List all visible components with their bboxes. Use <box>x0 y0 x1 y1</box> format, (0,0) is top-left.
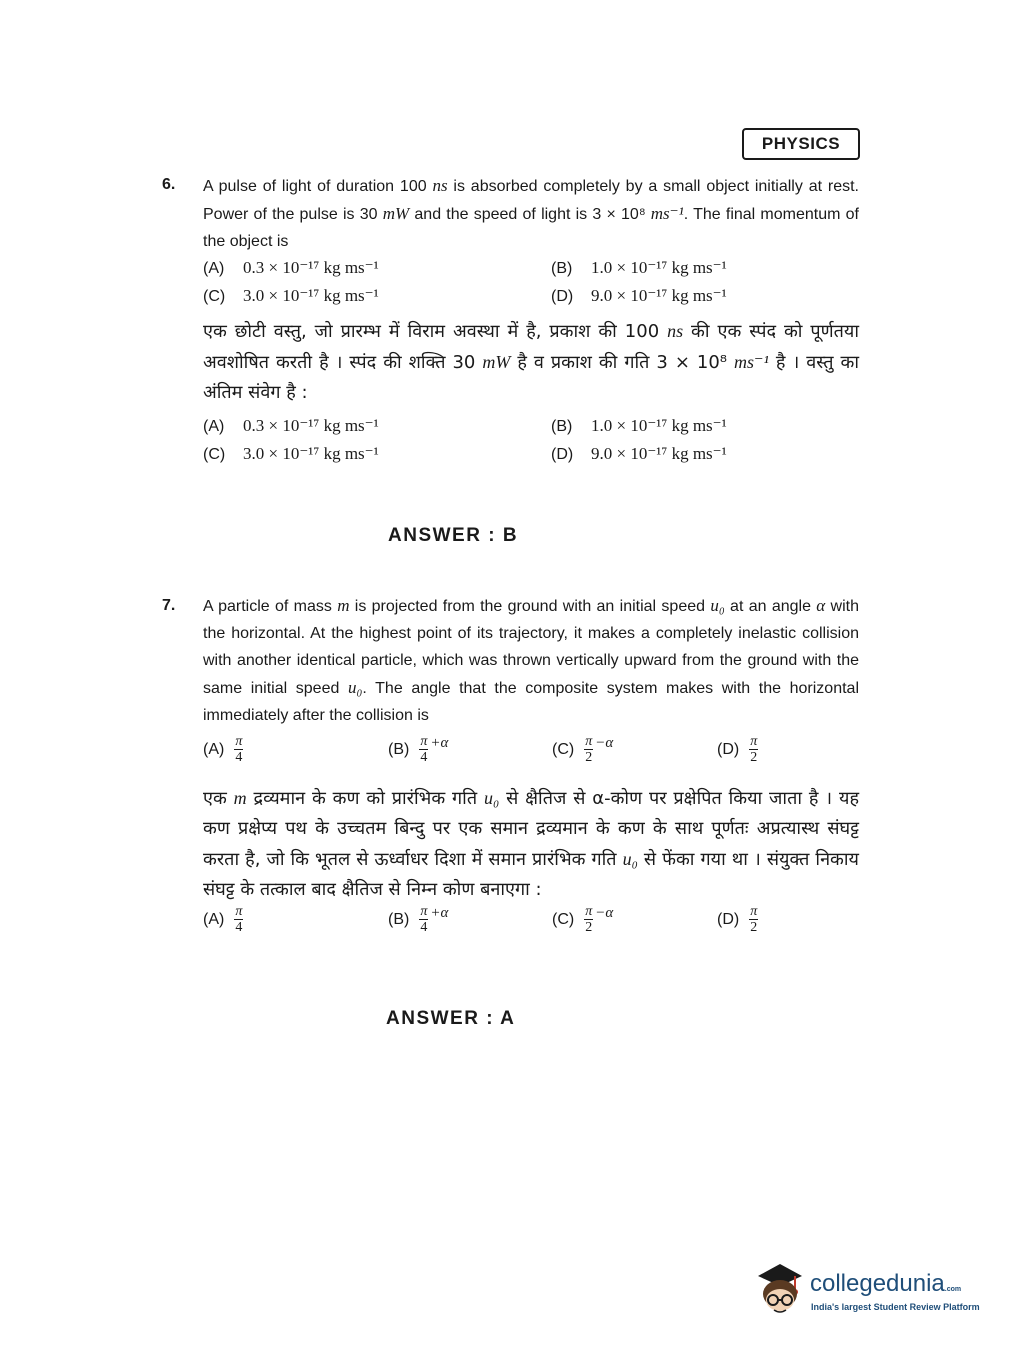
q7-hindi-option-c: (C) $\frac{\pi}{2}$ −α <box>552 904 614 935</box>
logo-tagline: India's largest Student Review Platform <box>811 1302 980 1312</box>
question-6-english: A pulse of light of duration 100 ns is absorbed completely by a small object initially at rest. Power of the pulse is 30 mW and the speed of light is 3 × 10⁸ ms⁻¹. The final momentum of the object is <box>203 176 859 250</box>
q7-option-d: (D) $\frac{\pi}{2}$ <box>717 734 758 765</box>
q6-answer: ANSWER : B <box>388 525 519 546</box>
q7-option-b: (B) $\frac{\pi}{4}$ +α <box>388 734 449 765</box>
question-7-number: 7. <box>162 597 176 614</box>
q6-hindi-option-a: (A) 0.3 × 10⁻¹⁷ kg ms⁻¹ <box>203 416 379 435</box>
q7-hindi-option-a: (A) $\frac{\pi}{4}$ <box>203 904 243 935</box>
q6-option-c: (C) 3.0 × 10⁻¹⁷ kg ms⁻¹ <box>203 286 379 305</box>
logo-suffix: .com <box>944 1286 962 1293</box>
q7-hindi-option-d: (D) $\frac{\pi}{2}$ <box>717 904 758 935</box>
logo-brand: collegedunia <box>810 1270 945 1297</box>
q6-option-b: (B) 1.0 × 10⁻¹⁷ kg ms⁻¹ <box>551 258 727 277</box>
subject-label: PHYSICS <box>761 134 841 153</box>
q6-hindi-option-d: (D) 9.0 × 10⁻¹⁷ kg ms⁻¹ <box>551 444 727 463</box>
q6-hindi-option-b: (B) 1.0 × 10⁻¹⁷ kg ms⁻¹ <box>551 416 727 435</box>
q7-option-c: (C) $\frac{\pi}{2}$ −α <box>552 734 614 765</box>
q6-option-a: (A) 0.3 × 10⁻¹⁷ kg ms⁻¹ <box>203 258 379 277</box>
collegedunia-logo <box>752 1256 982 1326</box>
question-7-english: A particle of mass m is projected from the ground with an initial speed u₀ at an angle α with the horizontal. At the highest point of its trajectory, it makes a completely inelastic collision with another identical particle, which was thrown vertically upward from the ground with the same initial speed u₀. The angle that the composite system makes with the horizontal immediately after the collision is <box>203 596 860 724</box>
q7-hindi-option-b: (B) $\frac{\pi}{4}$ +α <box>388 904 449 935</box>
q6-option-d: (D) 9.0 × 10⁻¹⁷ kg ms⁻¹ <box>551 286 727 305</box>
question-6-number: 6. <box>162 176 176 193</box>
subject-header <box>742 128 860 160</box>
q7-answer: ANSWER : A <box>386 1008 516 1029</box>
q6-hindi-option-c: (C) 3.0 × 10⁻¹⁷ kg ms⁻¹ <box>203 444 379 463</box>
question-7-hindi: एक m द्रव्यमान के कण को प्रारंभिक गति u₀ से क्षैतिज से α-कोण पर प्रक्षेपित किया जाता है । यह कण प्रक्षेप्य पथ के उच्चतम बिन्दु पर एक समान द्रव्यमान के कण के साथ पूर्णतः अप्रत्यास्थ संघट्ट करता है, जो कि भूतल से ऊर्ध्वाधर दिशा में समान प्रारंभिक गति u₀ से फेंका गया था । संयुक्त निकाय संघट्ट के तत्काल बाद क्षैतिज से निम्न कोण बनाएगा : <box>203 788 859 900</box>
q7-option-a: (A) $\frac{\pi}{4}$ <box>203 734 243 765</box>
question-6-hindi: एक छोटी वस्तु, जो प्रारम्भ में विराम अवस्था में है, प्रकाश की 100 ns की एक स्पंद को पूर्णतया अवशोषित करती है । स्पंद की शक्ति 30 mW है व प्रकाश की गति 3 × 10⁸ ms⁻¹ है । वस्तु का अंतिम संवेग है : <box>203 321 859 403</box>
mascot-icon <box>752 1258 808 1324</box>
